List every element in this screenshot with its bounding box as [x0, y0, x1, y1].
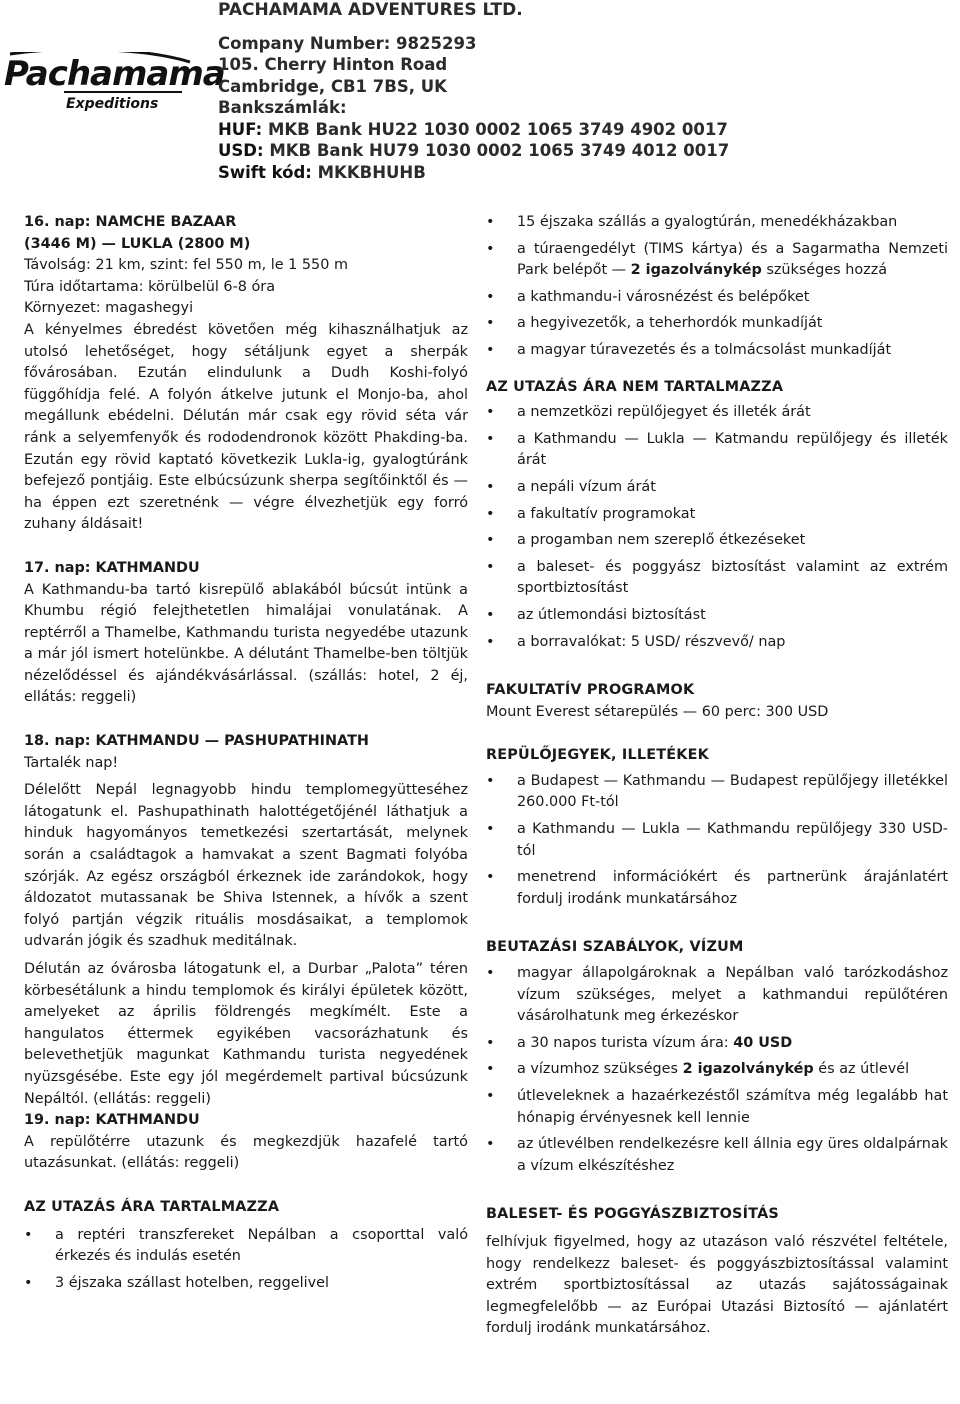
- day18-reserve-note: Tartalék nap!: [24, 754, 119, 771]
- list-item: • a 30 napos turista vízum ára: 40 USD: [486, 1034, 793, 1051]
- day17-title: 17. nap: KATHMANDU: [24, 559, 200, 576]
- list-item: • útleveleknek a hazaérkezéstől számítva még legalább hat hónapig érvényesnek kell lennie: [486, 1088, 948, 1126]
- day16-environment: Környezet: magashegyi: [24, 300, 194, 317]
- price-includes-list-right: [486, 212, 948, 362]
- list-item: • a hegyivezetők, a teherhordók munkadíját: [486, 315, 823, 332]
- list-item: • a baleset- és poggyász biztosítást valamint az extrém sportbiztosítást: [486, 558, 948, 597]
- company-address-line2: Cambridge, CB1 7BS, UK: [218, 76, 447, 96]
- company-details: [218, 0, 729, 183]
- list-item: • a borravalókat: 5 USD/ részvevő/ nap: [486, 633, 786, 650]
- list-item: • a Budapest — Kathmandu — Budapest repülőjegy illetékkel 260.000 Ft-tól: [486, 772, 948, 811]
- optional-programs-text: Mount Everest sétarepülés — 60 perc: 300 USD: [486, 703, 829, 720]
- list-item: • menetrend információkért és partnerünk árajánlatért fordulj irodánk munkatársához: [486, 869, 948, 907]
- left-column: [24, 212, 468, 1299]
- list-item: • az útlemondási biztosítást: [486, 606, 706, 623]
- company-logo: [4, 52, 225, 122]
- list-item: • 15 éjszaka szállás a gyalogtúrán, menedékházakban: [486, 214, 898, 230]
- list-item: • a Kathmandu — Lukla — Katmandu repülőjegy és illeték árát: [486, 430, 948, 469]
- day16-description: A kényelmes ébredést követően még kihasználhatjuk az utolsó lehetőséget, hogy sétáljunk egyet a sherpák fővárosában. Ezután elindulunk a Dudh Koshi-folyó függőhídja felé. A folyón átkelve jutunk el Monjo-ba, ahol megállunk ebédelni. Délután már csak egy rövid séta vár ránk a selyemfenyők és rododendronok között Phakding-ba. Ezután egy rövid kaptató következik Lukla-ig, gyalogtúránk befejező pontjáig. Este elbúcsúzunk sherpa segítőinktől és — ha éppen ezt szeretnénk — végre élvezhetjük egy forró zuhany áldásait!: [24, 321, 468, 533]
- flights-list: [486, 771, 948, 911]
- company-address-line1: 105. Cherry Hinton Road: [218, 55, 448, 74]
- swift-value: MKKBHUHB: [317, 162, 426, 182]
- huf-account: [218, 119, 729, 141]
- optional-programs-title: FAKULTATÍV PROGRAMOK: [486, 682, 695, 699]
- list-item: • a vízumhoz szükséges 2 igazolványkép és az útlevél: [486, 1061, 910, 1078]
- usd-account: [218, 140, 729, 162]
- day19-description: A repülőtérre utazunk és megkezdjük hazafelé tartó utazásunkat. (ellátás: reggeli): [24, 1133, 468, 1172]
- list-item: • a fakultatív programokat: [486, 505, 696, 522]
- insurance-title: BALESET- ÉS POGGYÁSZBIZTOSÍTÁS: [486, 1206, 779, 1223]
- huf-label: HUF:: [218, 119, 263, 139]
- day16-duration: Túra időtartama: körülbelül 6-8 óra: [24, 278, 276, 295]
- insurance-text: felhívjuk figyelmed, hogy az utazáson való részvétel feltétele, hogy rendelkezz baleset- és poggyászbiztosítással valamint extrém sportbiztosítással az utazás sajátosságainak legmegfelelőbb — az Európai Utazási Biztosító — ajánlatért fordulj irodánk munkatársához.: [486, 1233, 948, 1337]
- day16-title-line1: 16. nap: NAMCHE BAZAAR: [24, 214, 237, 230]
- list-item: • a magyar túravezetés és a tolmácsolást munkadíját: [486, 341, 892, 358]
- price-includes-list-left: [24, 1225, 468, 1295]
- logo-wordmark: Pachamama: [4, 54, 225, 94]
- day18-description-1: Délelőtt Nepál legnagyobb hindu templomegyütteséhez látogatunk el. Pashupathinath halottégetőjénél láthatjuk a hinduk hagyományos temetkezési szertartását, melynek során a családtagok a hamvakat a szent Bagmati folyóba szórják. Az egész országból érkeznek ide zarándokok, hogy áldozatot mutassanak be Shiva Istennek, a hívők a szent folyó partján végzik rituális mosdásaikat, a templomok udvarán jógik és szadhuk meditálnak.: [24, 782, 468, 950]
- huf-account-number: MKB Bank HU22 1030 0002 1065 3749 4902 0017: [267, 119, 728, 139]
- list-item: • a nepáli vízum árát: [486, 478, 656, 495]
- price-excludes-title: AZ UTAZÁS ÁRA NEM TARTALMAZZA: [486, 378, 784, 395]
- company-number: Company Number: 9825293: [218, 33, 477, 53]
- day17-description: A Kathmandu-ba tartó kisrepülő ablakából búcsút intünk a Khumbu régió felejthetetlen himalájai vonulatának. A reptérről a Thamelbe, Kathmandu turista negyedébe utazunk a már jól ismert hotelünkbe. A délutánt Thamelbe-ben töltjük nézelődéssel és ajándékvásárlással. (szállás: hotel, 2 éj, ellátás: reggeli): [24, 581, 468, 706]
- company-name: PACHAMAMA ADVENTURES LTD.: [218, 0, 523, 20]
- day18-title: 18. nap: KATHMANDU — PASHUPATHINATH: [24, 733, 369, 750]
- visa-list: [486, 963, 948, 1177]
- price-includes-title: AZ UTAZÁS ÁRA TARTALMAZZA: [24, 1198, 280, 1215]
- usd-account-number: MKB Bank HU79 1030 0002 1065 3749 4012 0017: [269, 141, 730, 160]
- right-column: [486, 212, 948, 1340]
- list-item: • az útlevélben rendelkezésre kell állnia egy üres oldalpárnak a vízum elkészítéshez: [486, 1136, 948, 1174]
- flights-title: REPÜLŐJEGYEK, ILLETÉKEK: [486, 747, 710, 764]
- list-item: • a reptéri transzfereket Nepálban a csoporttal való érkezés és indulás esetén: [24, 1226, 468, 1265]
- logo-tagline: Expeditions: [66, 96, 159, 112]
- price-excludes-list: [486, 402, 948, 653]
- list-item: • a progamban nem szereplő étkezéseket: [486, 532, 806, 549]
- list-item: • 3 éjszaka szállast hotelben, reggelivel: [24, 1274, 329, 1291]
- swift-label: Swift kód:: [218, 162, 312, 182]
- day18-description-2: Délután az óvárosba látogatunk el, a Durbar „Palota” téren körbesétálunk a hindu templomok és királyi épületek között, amelyeket az április földrengés megkímélt. Este a hangulatos éttermek egyikében vacsorázhatunk és belevethetjük magunkat Kathmandu turista negyedének nyüzsgésébe. Este egy jól megérdemelt partival búcsúzunk Nepáltól. (ellátás: reggeli): [24, 961, 468, 1107]
- usd-label: USD:: [218, 141, 264, 160]
- letterhead: [0, 0, 960, 190]
- list-item: • a Kathmandu — Lukla — Kathmandu repülőjegy 330 USD-tól: [486, 821, 948, 859]
- visa-title: BEUTAZÁSI SZABÁLYOK, VÍZUM: [486, 939, 744, 956]
- bank-accounts-label: Bankszámlák:: [218, 98, 347, 117]
- list-item: • a túraengedélyt (TIMS kártya) és a Sagarmatha Nemzeti Park belépőt — 2 igazolványkép szükséges hozzá: [486, 240, 948, 279]
- list-item: • a nemzetközi repülőjegyet és illeték árát: [486, 404, 811, 421]
- list-item: • a kathmandu-i városnézést és belépőket: [486, 288, 810, 305]
- day16-distance: Távolság: 21 km, szint: fel 550 m, le 1 550 m: [24, 257, 348, 274]
- day19-title: 19. nap: KATHMANDU: [24, 1112, 200, 1129]
- swift-code: [218, 162, 729, 184]
- list-item: • magyar állapolgároknak a Nepálban való tarózkodáshoz vízum szükséges, melyet a kathmandui repülőtéren vásárolhatunk meg érkezéskor: [486, 965, 948, 1025]
- day16-title-line2: (3446 M) — LUKLA (2800 M): [24, 235, 251, 252]
